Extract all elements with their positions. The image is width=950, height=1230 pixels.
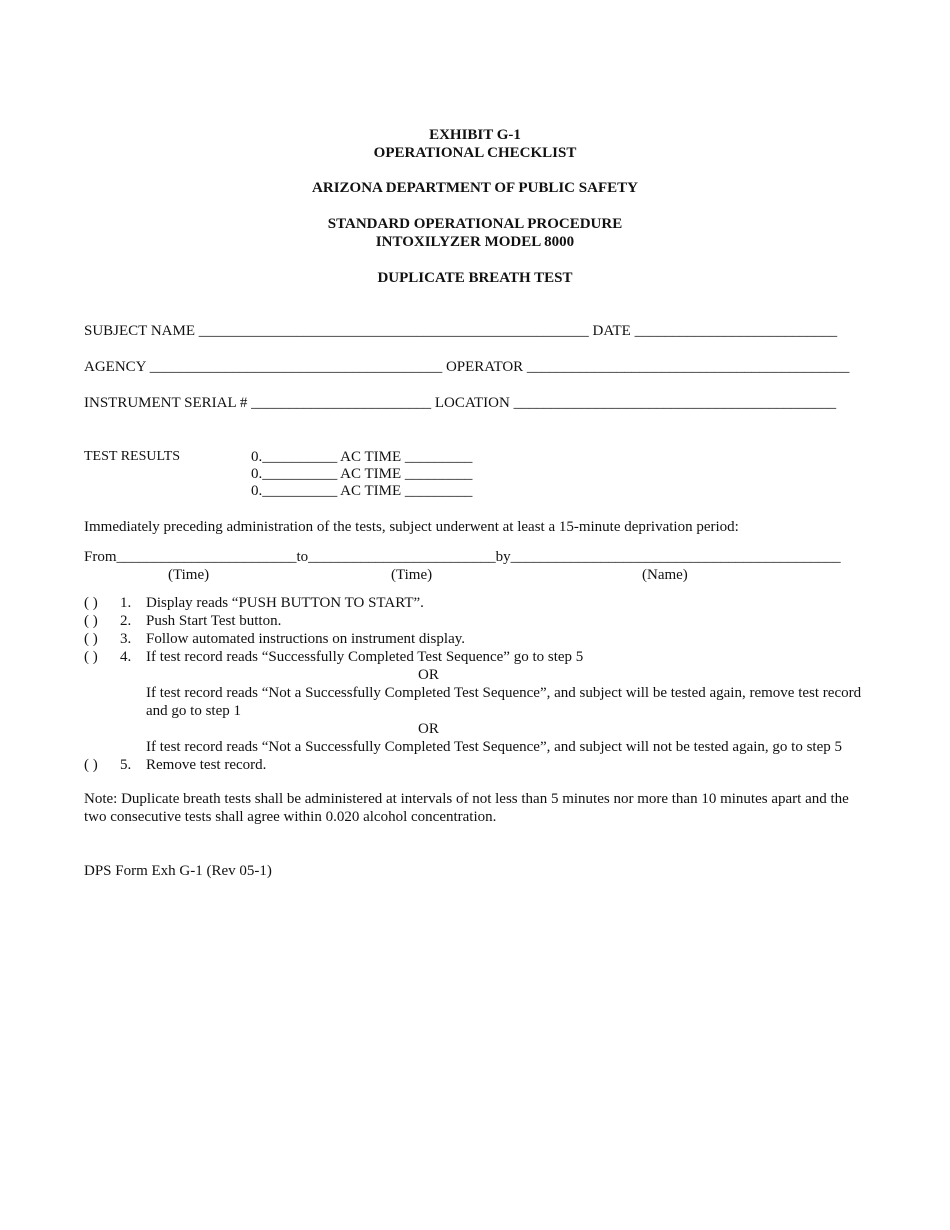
procedure-heading: STANDARD OPERATIONAL PROCEDURE: [327, 216, 623, 232]
checklist-step: [84, 630, 465, 648]
to-time-label: (Time): [391, 567, 433, 583]
checklist-step: [84, 612, 281, 630]
step4-alternative-1: If test record reads “Not a Successfully Completed Test Sequence”, and subject will be tested again, remove test record and go to step 1: [146, 685, 862, 719]
step-checkbox: ( ): [84, 631, 98, 647]
from-time-label: (Time): [168, 567, 210, 583]
step-number: 5.: [120, 757, 132, 773]
step-checkbox: ( ): [84, 595, 98, 611]
test-results-label: TEST RESULTS: [84, 449, 181, 464]
exhibit-heading: EXHIBIT G-1: [429, 127, 521, 143]
subject-date-row: SUBJECT NAME ____________________________________________________ DATE ___________________________: [84, 323, 838, 339]
form-id: DPS Form Exh G-1 (Rev 05-1): [84, 863, 272, 879]
model-heading: INTOXILYZER MODEL 8000: [375, 234, 575, 250]
step-text: Push Start Test button.: [146, 613, 282, 629]
test-type-heading: DUPLICATE BREATH TEST: [377, 270, 573, 286]
step4-alternative-2: If test record reads “Not a Successfully Completed Test Sequence”, and subject will not be tested again, go to step 5: [146, 739, 842, 755]
checklist-step: [84, 594, 424, 612]
step-text: Remove test record.: [146, 757, 267, 773]
test-result-row-1: 0.__________ AC TIME _________: [251, 449, 473, 465]
test-result-row-2: 0.__________ AC TIME _________: [251, 466, 473, 482]
step-number: 3.: [120, 631, 132, 647]
or-separator: OR: [418, 721, 439, 737]
department-heading: ARIZONA DEPARTMENT OF PUBLIC SAFETY: [312, 180, 638, 196]
checklist-heading: OPERATIONAL CHECKLIST: [373, 145, 577, 161]
checklist-step: [84, 648, 583, 666]
agency-operator-row: AGENCY _______________________________________ OPERATOR ___________________________________________: [84, 359, 850, 375]
test-result-row-3: 0.__________ AC TIME _________: [251, 483, 473, 499]
or-separator: OR: [418, 667, 439, 683]
step-number: 2.: [120, 613, 132, 629]
operator-name-label: (Name): [642, 567, 688, 583]
instrument-location-row: INSTRUMENT SERIAL # ________________________ LOCATION ___________________________________________: [84, 395, 837, 411]
checklist-step: [84, 756, 266, 774]
note-paragraph: Note: Duplicate breath tests shall be administered at intervals of not less than 5 minutes nor more than 10 minutes apart and the two consecutive tests shall agree within 0.020 alcohol concentration.: [84, 791, 849, 825]
step-checkbox: ( ): [84, 613, 98, 629]
step-checkbox: ( ): [84, 649, 98, 665]
step-text: If test record reads “Successfully Completed Test Sequence” go to step 5: [146, 649, 584, 665]
step-text: Follow automated instructions on instrument display.: [146, 631, 465, 647]
step-checkbox: ( ): [84, 757, 98, 773]
step-number: 1.: [120, 595, 132, 611]
deprivation-statement: Immediately preceding administration of the tests, subject underwent at least a 15-minute deprivation period:: [84, 519, 739, 535]
step-text: Display reads “PUSH BUTTON TO START”.: [146, 595, 424, 611]
step-number: 4.: [120, 649, 132, 665]
deprivation-from-row: From________________________to_________________________by____________________________________________: [84, 549, 841, 565]
